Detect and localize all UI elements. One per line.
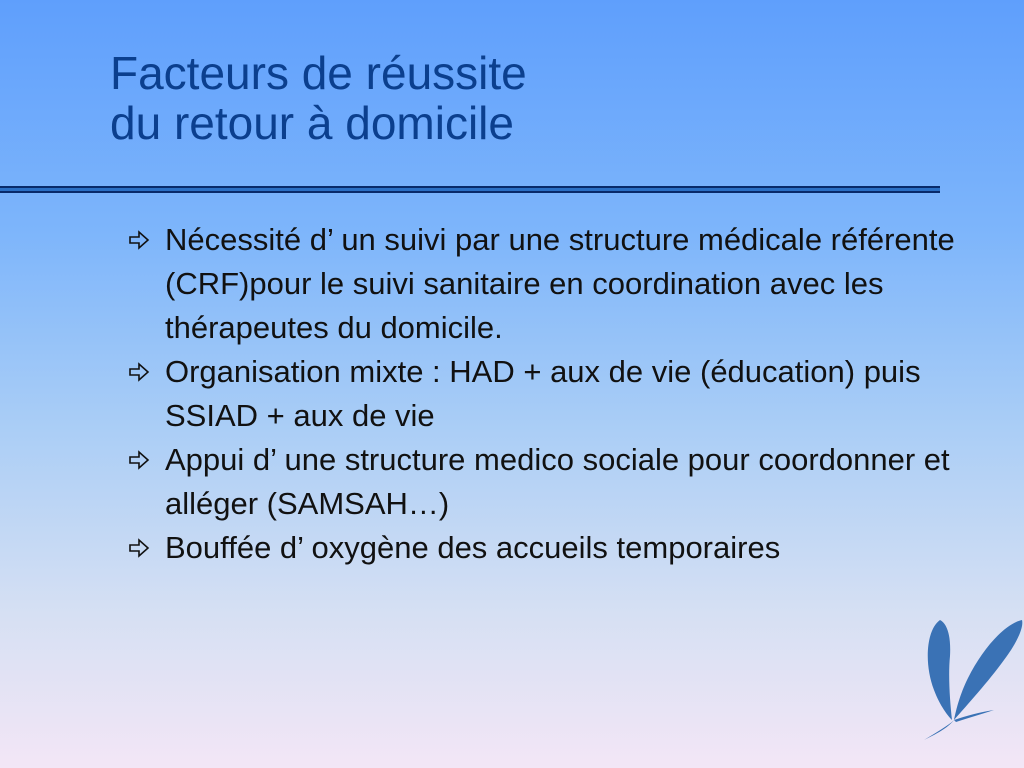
bullet-text: Bouffée d’ oxygène des accueils temporaires: [165, 530, 781, 565]
hollow-arrow-right-icon: [128, 230, 150, 250]
bullet-text: Appui d’ une structure medico sociale pour coordonner et alléger (SAMSAH…): [165, 442, 950, 521]
butterfly-logo-icon: [918, 616, 1024, 746]
bullet-list: [128, 218, 1018, 570]
bullet-item: [128, 218, 1018, 350]
bullet-text: Nécessité d’ un suivi par une structure médicale référente (CRF)pour le suivi sanitaire en coordination avec les thérapeutes du domicile.: [165, 222, 955, 345]
title-line-1: Facteurs de réussite: [110, 47, 527, 99]
bullet-item: [128, 350, 1018, 438]
title-line-2: du retour à domicile: [110, 97, 514, 149]
hollow-arrow-right-icon: [128, 450, 150, 470]
bullet-text: Organisation mixte : HAD + aux de vie (éducation) puis SSIAD + aux de vie: [165, 354, 921, 433]
hollow-arrow-right-icon: [128, 362, 150, 382]
hollow-arrow-right-icon: [128, 538, 150, 558]
bullet-item: [128, 438, 1018, 526]
slide-title: [110, 48, 810, 148]
title-divider: [0, 186, 940, 193]
bullet-item: [128, 526, 1018, 570]
